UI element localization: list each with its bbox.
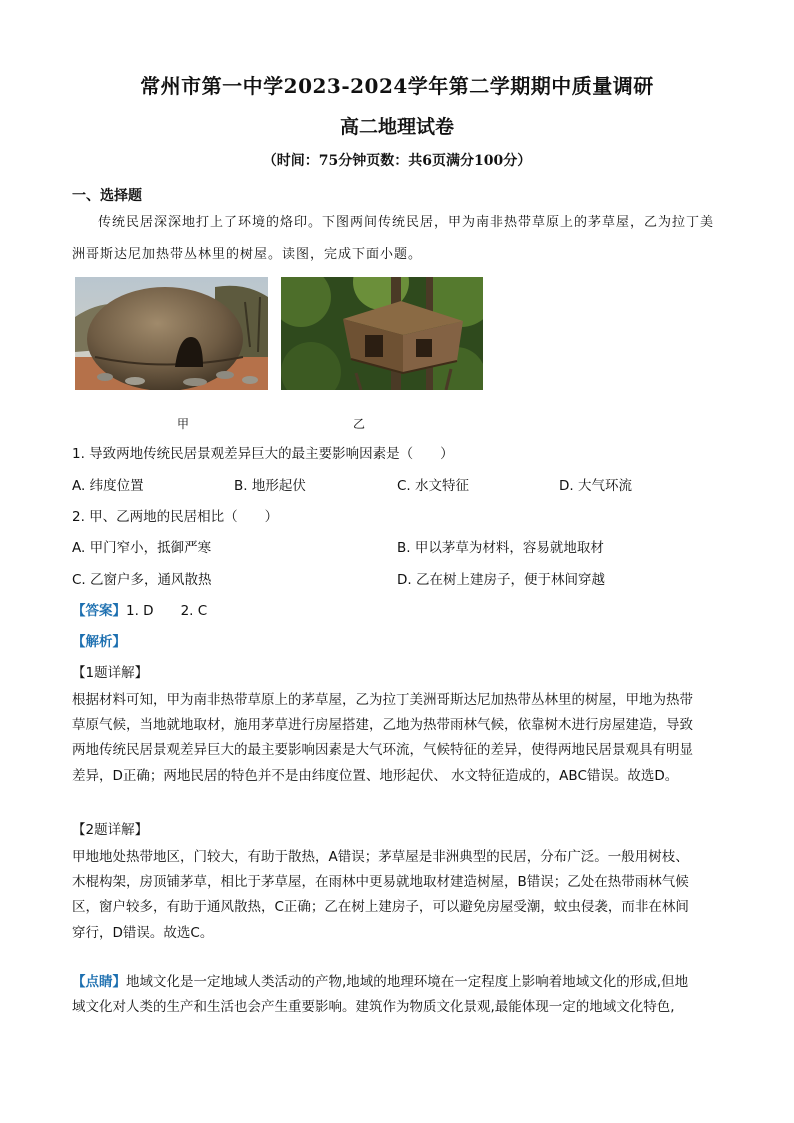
answer-line xyxy=(72,599,207,619)
detail-2-line: 穿行，D错误。故选C。 xyxy=(72,924,214,941)
note-line-1: 【点睛】地域文化是一定地域人类活动的产物,地域的地理环境在一定程度上影响着地域文化的形成,但地 xyxy=(72,974,689,990)
tree-house-photo xyxy=(281,277,483,390)
detail-2-body xyxy=(72,845,724,946)
q2-option-b: B. 甲以茅草为材料，容易就地取材 xyxy=(397,540,604,556)
intro-line-1: 传统民居深深地打上了环境的烙印。下图两间传统民居，甲为南非热带草原上的茅草屋，乙为拉丁美 xyxy=(98,215,715,230)
q1-option-d: D. 大气环流 xyxy=(559,478,632,494)
q1-option-b: B. 地形起伏 xyxy=(234,478,306,494)
exam-title: 常州市第一中学2023-2024学年第二学期期中质量调研 xyxy=(140,74,654,98)
q1-option-a: A. 纬度位置 xyxy=(72,478,144,494)
analysis-line xyxy=(72,630,126,650)
note-body xyxy=(72,970,724,1020)
intro-line-2: 洲哥斯达尼加热带丛林里的树屋。读图，完成下面小题。 xyxy=(72,247,423,262)
q2-option-c: C. 乙窗户多，通风散热 xyxy=(72,572,212,588)
caption-jia: 甲 xyxy=(177,417,190,431)
answer-tag: 【答案】 xyxy=(72,603,126,619)
detail-1-heading: 【1题详解】 xyxy=(72,665,149,681)
detail-2-line: 区，窗户较多，有助于通风散热，C正确；乙在树上建房子，可以避免房屋受潮，蚊虫侵袭，而非在林间 xyxy=(72,899,689,916)
detail-1-line: 草原气候，当地就地取材，施用茅草进行房屋搭建，乙地为热带雨林气候，依靠树木进行房屋建造，导致 xyxy=(72,717,693,734)
detail-1-line: 两地传统民居景观差异巨大的最主要影响因素是大气环流，气候特征的差异，使得两地民居景观具有明显 xyxy=(72,742,693,759)
detail-2-line: 木棍构架，房顶铺茅草，相比于茅草屋，在雨林中更易就地取材建造树屋，B错误；乙处在热带雨林气候 xyxy=(72,874,689,891)
section-heading: 一、选择题 xyxy=(72,188,142,204)
detail-1-line: 根据材料可知，甲为南非热带草原上的茅草屋，乙为拉丁美洲哥斯达尼加热带丛林里的树屋，甲地为热带 xyxy=(72,692,693,708)
analysis-tag: 【解析】 xyxy=(72,634,126,650)
q1-option-c: C. 水文特征 xyxy=(397,478,470,494)
exam-subtitle: 高二地理试卷 xyxy=(339,116,454,138)
answer-text: 1. D 2. C xyxy=(126,603,208,619)
detail-2-heading: 【2题详解】 xyxy=(72,822,149,838)
note-tag: 【点睛】 xyxy=(72,974,126,990)
q2-option-a: A. 甲门窄小，抵御严寒 xyxy=(72,540,212,556)
thatched-hut-photo xyxy=(75,277,268,390)
detail-1-line: 差异，D正确；两地民居的特色并不是由纬度位置、地形起伏、 水文特征造成的，ABC错误。故选D。 xyxy=(72,767,679,784)
question-2-stem: 2. 甲、乙两地的民居相比（ ） xyxy=(72,509,279,525)
detail-1-body xyxy=(72,688,724,789)
detail-2-line: 甲地地处热带地区，门较大，有助于散热，A错误；茅草屋是非洲典型的民居，分布广泛。一般用树枝、 xyxy=(72,849,689,865)
exam-meta: （时间：75分钟页数：共6页满分100分） xyxy=(262,153,532,169)
question-1-stem: 1. 导致两地传统民居景观差异巨大的最主要影响因素是（ ） xyxy=(72,446,454,462)
q2-option-d: D. 乙在树上建房子，便于林间穿越 xyxy=(397,572,605,588)
caption-yi: 乙 xyxy=(353,417,366,431)
note-line-2: 域文化对人类的生产和生活也会产生重要影响。建筑作为物质文化景观,最能体现一定的地域文化特色, xyxy=(72,999,675,1016)
